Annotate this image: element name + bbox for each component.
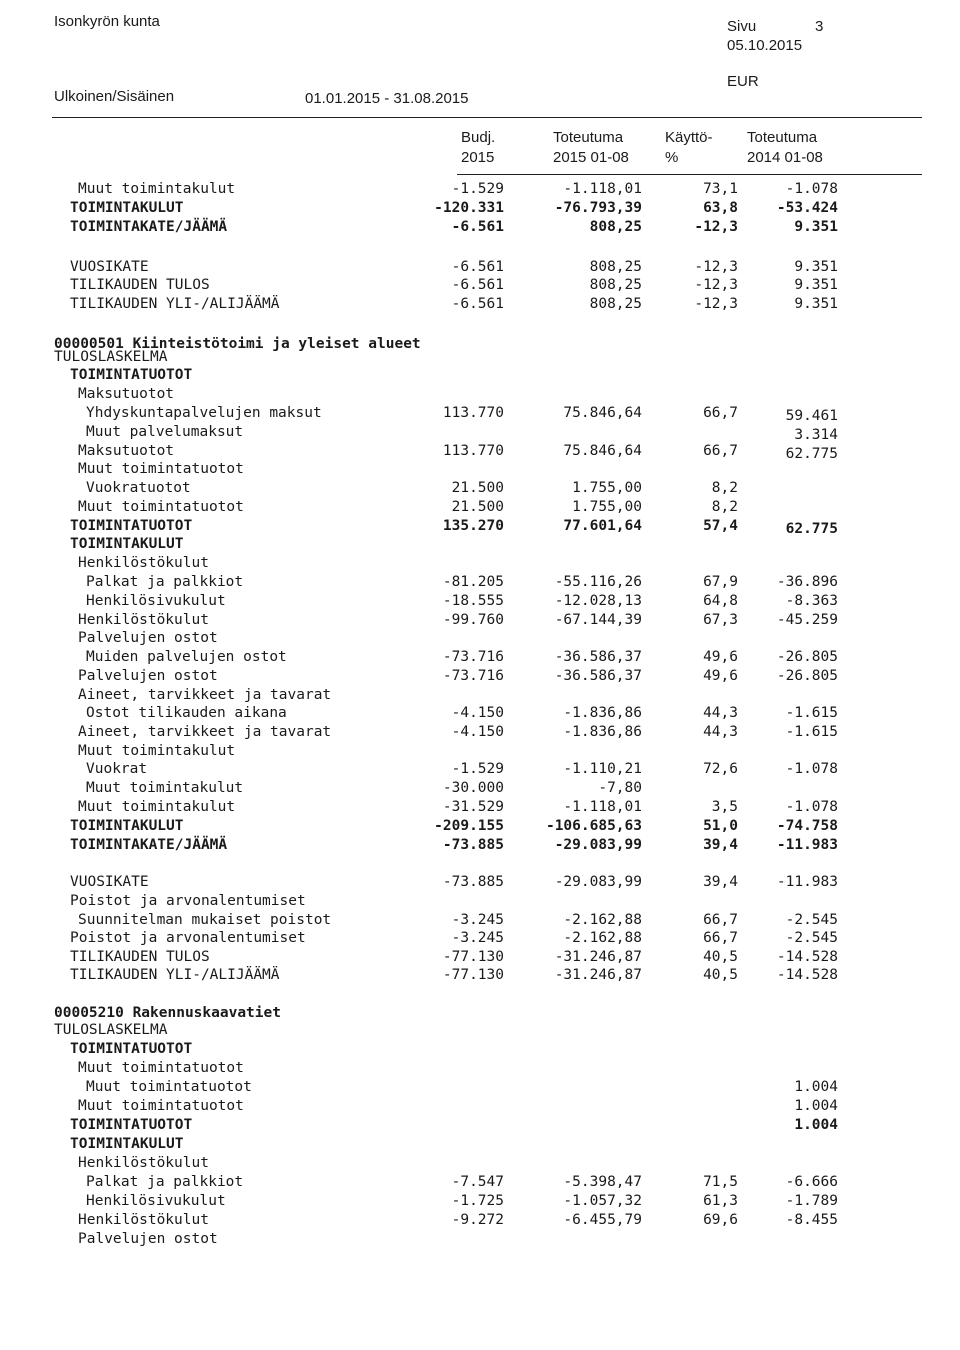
table-row <box>0 873 960 891</box>
budget-value: -73.885 <box>442 837 504 853</box>
row-label: TOIMINTATUOTOT <box>70 518 193 534</box>
table-row <box>0 892 960 910</box>
table-row <box>0 554 960 572</box>
row-label: Palvelujen ostot <box>78 630 218 646</box>
budget-value: 21.500 <box>451 480 504 496</box>
budget-value: -77.130 <box>442 967 504 983</box>
row-label: Palvelujen ostot <box>78 1231 218 1247</box>
budget-value: -7.547 <box>451 1174 504 1190</box>
table-row <box>0 592 960 610</box>
usage-percent: 66,7 <box>703 443 738 459</box>
report-date: 05.10.2015 <box>727 37 803 54</box>
row-label: TOIMINTAKULUT <box>70 818 184 834</box>
table-row <box>0 535 960 553</box>
table-row <box>0 686 960 704</box>
budget-value: 21.500 <box>451 499 504 515</box>
usage-percent: 73,1 <box>703 181 738 197</box>
row-label: Maksutuotot <box>78 386 175 402</box>
table-row <box>0 1173 960 1191</box>
prior-year-value: -36.896 <box>776 574 838 590</box>
row-label: Muut toimintakulut <box>78 743 236 759</box>
actual-value: -6.455,79 <box>563 1212 642 1228</box>
row-label: TOIMINTATUOTOT <box>70 367 193 383</box>
budget-value: -30.000 <box>442 780 504 796</box>
row-label: Vuokrat <box>86 761 148 777</box>
usage-percent: 44,3 <box>703 724 738 740</box>
prior-year-value: 9.351 <box>794 296 838 312</box>
actual-value: -12.028,13 <box>554 593 642 609</box>
budget-value: -4.150 <box>451 705 504 721</box>
usage-percent: 71,5 <box>703 1174 738 1190</box>
prior-year-value: -53.424 <box>776 200 838 216</box>
row-label: Palkat ja palkkiot <box>86 574 244 590</box>
usage-percent: 66,7 <box>703 912 738 928</box>
row-label: Muut toimintatuotot <box>86 1079 252 1095</box>
row-label: TOIMINTAKULUT <box>70 200 184 216</box>
table-row <box>0 742 960 760</box>
budget-value: 113.770 <box>442 405 504 421</box>
prior-year-value: -74.758 <box>776 818 838 834</box>
row-label: Muut toimintatuotot <box>78 499 244 515</box>
row-label: VUOSIKATE <box>70 259 149 275</box>
usage-percent: 51,0 <box>703 818 738 834</box>
report-period: 01.01.2015 - 31.08.2015 <box>305 90 469 107</box>
prior-year-value: 9.351 <box>794 277 838 293</box>
usage-percent: 72,6 <box>703 761 738 777</box>
table-row <box>0 404 960 422</box>
table-row <box>0 218 960 236</box>
row-label: Poistot ja arvonalentumiset <box>70 930 306 946</box>
actual-value: 77.601,64 <box>563 518 642 534</box>
table-row <box>0 517 960 535</box>
budget-value: -73.885 <box>442 874 504 890</box>
table-row <box>0 1116 960 1134</box>
row-label: TULOSLASKELMA <box>54 1022 168 1038</box>
usage-percent: 39,4 <box>703 837 738 853</box>
budget-value: -77.130 <box>442 949 504 965</box>
page-number: 3 <box>815 18 824 35</box>
prior-year-value: -45.259 <box>776 612 838 628</box>
row-label: Muut toimintatuotot <box>78 461 244 477</box>
row-label: Muut toimintatuotot <box>78 1060 244 1076</box>
table-row <box>0 498 960 516</box>
budget-value: 135.270 <box>442 518 504 534</box>
usage-percent: -12,3 <box>694 219 738 235</box>
budget-value: -31.529 <box>442 799 504 815</box>
page-label: Sivu <box>727 18 757 35</box>
usage-percent: 40,5 <box>703 967 738 983</box>
table-row <box>0 276 960 294</box>
actual-value: 1.755,00 <box>572 499 642 515</box>
row-label: Poistot ja arvonalentumiset <box>70 893 306 909</box>
table-row <box>0 629 960 647</box>
budget-value: -3.245 <box>451 930 504 946</box>
municipality-name: Isonkyrön kunta <box>54 13 160 30</box>
actual-value: -5.398,47 <box>563 1174 642 1190</box>
table-row <box>0 423 960 441</box>
prior-year-value: -2.545 <box>785 930 838 946</box>
actual-value: -29.083,99 <box>554 874 642 890</box>
row-label: TILIKAUDEN TULOS <box>70 949 210 965</box>
usage-percent: 8,2 <box>711 480 738 496</box>
usage-percent: 66,7 <box>703 405 738 421</box>
table-row <box>0 258 960 276</box>
usage-percent: 40,5 <box>703 949 738 965</box>
table-row <box>0 704 960 722</box>
table-row <box>0 760 960 778</box>
col-pct-unit: % <box>665 149 679 166</box>
actual-value: -1.118,01 <box>563 181 642 197</box>
prior-year-value: 59.461 <box>785 408 838 424</box>
table-row <box>0 366 960 384</box>
row-label: Maksutuotot <box>78 443 175 459</box>
row-label: Muut toimintakulut <box>78 181 236 197</box>
prior-year-value: -1.615 <box>785 724 838 740</box>
row-label: Vuokratuotot <box>86 480 191 496</box>
budget-value: -4.150 <box>451 724 504 740</box>
row-label: TOIMINTATUOTOT <box>70 1117 193 1133</box>
table-row <box>0 460 960 478</box>
actual-value: -1.057,32 <box>563 1193 642 1209</box>
actual-value: 808,25 <box>589 296 642 312</box>
table-row <box>0 836 960 854</box>
budget-value: 113.770 <box>442 443 504 459</box>
budget-value: -6.561 <box>451 296 504 312</box>
actual-value: -31.246,87 <box>554 949 642 965</box>
col-prev-period: 2014 01-08 <box>747 149 823 166</box>
prior-year-value: -1.078 <box>785 799 838 815</box>
table-row <box>0 929 960 947</box>
prior-year-value: -26.805 <box>776 668 838 684</box>
table-row <box>0 1230 960 1248</box>
table-row <box>0 1154 960 1172</box>
row-label: Henkilöstökulut <box>78 612 209 628</box>
table-row <box>0 1078 960 1096</box>
prior-year-value: 9.351 <box>794 259 838 275</box>
table-row <box>0 1097 960 1115</box>
table-row <box>0 348 960 366</box>
currency: EUR <box>727 73 759 90</box>
prior-year-value: -1.078 <box>785 181 838 197</box>
table-row <box>0 1059 960 1077</box>
usage-percent: 64,8 <box>703 593 738 609</box>
column-header-divider <box>457 174 922 175</box>
budget-value: -209.155 <box>434 818 504 834</box>
prior-year-value: -8.455 <box>785 1212 838 1228</box>
col-tot-title: Toteutuma <box>553 129 624 146</box>
usage-percent: -12,3 <box>694 259 738 275</box>
prior-year-value: 62.775 <box>785 521 838 537</box>
budget-value: -6.561 <box>451 277 504 293</box>
row-label: Henkilösivukulut <box>86 593 226 609</box>
row-label: Yhdyskuntapalvelujen maksut <box>86 405 322 421</box>
usage-percent: 67,9 <box>703 574 738 590</box>
row-label: Palvelujen ostot <box>78 668 218 684</box>
usage-percent: 66,7 <box>703 930 738 946</box>
table-row <box>0 442 960 460</box>
usage-percent: -12,3 <box>694 277 738 293</box>
prior-year-value: 3.314 <box>794 427 838 443</box>
row-label: Aineet, tarvikkeet ja tavarat <box>78 724 332 740</box>
budget-value: -73.716 <box>442 668 504 684</box>
table-row <box>0 573 960 591</box>
table-row <box>0 1004 960 1022</box>
row-label: TILIKAUDEN YLI-/ALIJÄÄMÄ <box>70 296 280 312</box>
actual-value: -55.116,26 <box>554 574 642 590</box>
table-row <box>0 1021 960 1039</box>
row-label: TOIMINTAKATE/JÄÄMÄ <box>70 219 228 235</box>
row-label: TOIMINTAKULUT <box>70 536 184 552</box>
usage-percent: 8,2 <box>711 499 738 515</box>
actual-value: -1.836,86 <box>563 724 642 740</box>
usage-percent: 49,6 <box>703 668 738 684</box>
prior-year-value: -1.615 <box>785 705 838 721</box>
table-row <box>0 295 960 313</box>
budget-value: -3.245 <box>451 912 504 928</box>
col-pct-title: Käyttö- <box>665 129 713 146</box>
budget-value: -18.555 <box>442 593 504 609</box>
actual-value: -2.162,88 <box>563 912 642 928</box>
col-budj-title: Budj. <box>461 129 496 146</box>
actual-value: -1.836,86 <box>563 705 642 721</box>
table-row <box>0 948 960 966</box>
table-row <box>0 817 960 835</box>
table-row <box>0 798 960 816</box>
budget-value: -1.725 <box>451 1193 504 1209</box>
prior-year-value: -6.666 <box>785 1174 838 1190</box>
table-row <box>0 479 960 497</box>
actual-value: -31.246,87 <box>554 967 642 983</box>
budget-value: -99.760 <box>442 612 504 628</box>
row-label: TOIMINTATUOTOT <box>70 1041 193 1057</box>
prior-year-value: 9.351 <box>794 219 838 235</box>
actual-value: -1.110,21 <box>563 761 642 777</box>
actual-value: -2.162,88 <box>563 930 642 946</box>
table-row <box>0 1040 960 1058</box>
row-label: TOIMINTAKULUT <box>70 1136 184 1152</box>
row-label: VUOSIKATE <box>70 874 149 890</box>
row-label: TULOSLASKELMA <box>54 349 168 365</box>
row-label: TILIKAUDEN TULOS <box>70 277 210 293</box>
row-label: Henkilöstökulut <box>78 1212 209 1228</box>
actual-value: -29.083,99 <box>554 837 642 853</box>
prior-year-value: -8.363 <box>785 593 838 609</box>
actual-value: 75.846,64 <box>563 405 642 421</box>
row-label: Henkilöstökulut <box>78 1155 209 1171</box>
header-divider <box>52 117 922 118</box>
row-label: Henkilösivukulut <box>86 1193 226 1209</box>
row-label: Ostot tilikauden aikana <box>86 705 287 721</box>
row-label: Muut toimintakulut <box>86 780 244 796</box>
table-row <box>0 723 960 741</box>
usage-percent: 69,6 <box>703 1212 738 1228</box>
usage-percent: 49,6 <box>703 649 738 665</box>
table-row <box>0 648 960 666</box>
table-row <box>0 611 960 629</box>
prior-year-value: -14.528 <box>776 949 838 965</box>
actual-value: 1.755,00 <box>572 480 642 496</box>
row-label: 00000501 Kiinteistötoimi ja yleiset alueet <box>54 336 421 352</box>
actual-value: 75.846,64 <box>563 443 642 459</box>
budget-value: -73.716 <box>442 649 504 665</box>
budget-value: -1.529 <box>451 761 504 777</box>
col-budj-year: 2015 <box>461 149 495 166</box>
prior-year-value: 1.004 <box>794 1098 838 1114</box>
report-scope: Ulkoinen/Sisäinen <box>54 88 175 105</box>
row-label: 00005210 Rakennuskaavatiet <box>54 1005 281 1021</box>
col-prev-title: Toteutuma <box>747 129 818 146</box>
actual-value: 808,25 <box>589 219 642 235</box>
prior-year-value: -1.789 <box>785 1193 838 1209</box>
row-label: Muiden palvelujen ostot <box>86 649 287 665</box>
table-row <box>0 911 960 929</box>
prior-year-value: 62.775 <box>785 446 838 462</box>
table-row <box>0 1135 960 1153</box>
budget-value: -120.331 <box>434 200 504 216</box>
usage-percent: 39,4 <box>703 874 738 890</box>
table-row <box>0 199 960 217</box>
usage-percent: 57,4 <box>703 518 738 534</box>
row-label: TOIMINTAKATE/JÄÄMÄ <box>70 837 228 853</box>
row-label: Muut palvelumaksut <box>86 424 244 440</box>
actual-value: -1.118,01 <box>563 799 642 815</box>
table-row <box>0 1192 960 1210</box>
actual-value: -106.685,63 <box>545 818 642 834</box>
table-row <box>0 385 960 403</box>
prior-year-value: 1.004 <box>794 1079 838 1095</box>
table-row <box>0 966 960 984</box>
prior-year-value: 1.004 <box>794 1117 838 1133</box>
actual-value: -67.144,39 <box>554 612 642 628</box>
prior-year-value: -1.078 <box>785 761 838 777</box>
prior-year-value: -14.528 <box>776 967 838 983</box>
actual-value: -7,80 <box>598 780 642 796</box>
usage-percent: -12,3 <box>694 296 738 312</box>
usage-percent: 67,3 <box>703 612 738 628</box>
actual-value: -76.793,39 <box>554 200 642 216</box>
usage-percent: 3,5 <box>711 799 738 815</box>
budget-value: -6.561 <box>451 219 504 235</box>
budget-value: -6.561 <box>451 259 504 275</box>
col-tot-period: 2015 01-08 <box>553 149 629 166</box>
row-label: Henkilöstökulut <box>78 555 209 571</box>
actual-value: -36.586,37 <box>554 668 642 684</box>
row-label: Muut toimintakulut <box>78 799 236 815</box>
actual-value: 808,25 <box>589 259 642 275</box>
row-label: Muut toimintatuotot <box>78 1098 244 1114</box>
row-label: Palkat ja palkkiot <box>86 1174 244 1190</box>
row-label: Suunnitelman mukaiset poistot <box>78 912 332 928</box>
row-label: TILIKAUDEN YLI-/ALIJÄÄMÄ <box>70 967 280 983</box>
usage-percent: 63,8 <box>703 200 738 216</box>
prior-year-value: -11.983 <box>776 837 838 853</box>
budget-value: -1.529 <box>451 181 504 197</box>
prior-year-value: -2.545 <box>785 912 838 928</box>
usage-percent: 61,3 <box>703 1193 738 1209</box>
row-label: Aineet, tarvikkeet ja tavarat <box>78 687 332 703</box>
table-row <box>0 180 960 198</box>
actual-value: 808,25 <box>589 277 642 293</box>
table-row <box>0 1211 960 1229</box>
prior-year-value: -11.983 <box>776 874 838 890</box>
actual-value: -36.586,37 <box>554 649 642 665</box>
prior-year-value: -26.805 <box>776 649 838 665</box>
budget-value: -81.205 <box>442 574 504 590</box>
table-row <box>0 779 960 797</box>
budget-value: -9.272 <box>451 1212 504 1228</box>
table-row <box>0 667 960 685</box>
usage-percent: 44,3 <box>703 705 738 721</box>
